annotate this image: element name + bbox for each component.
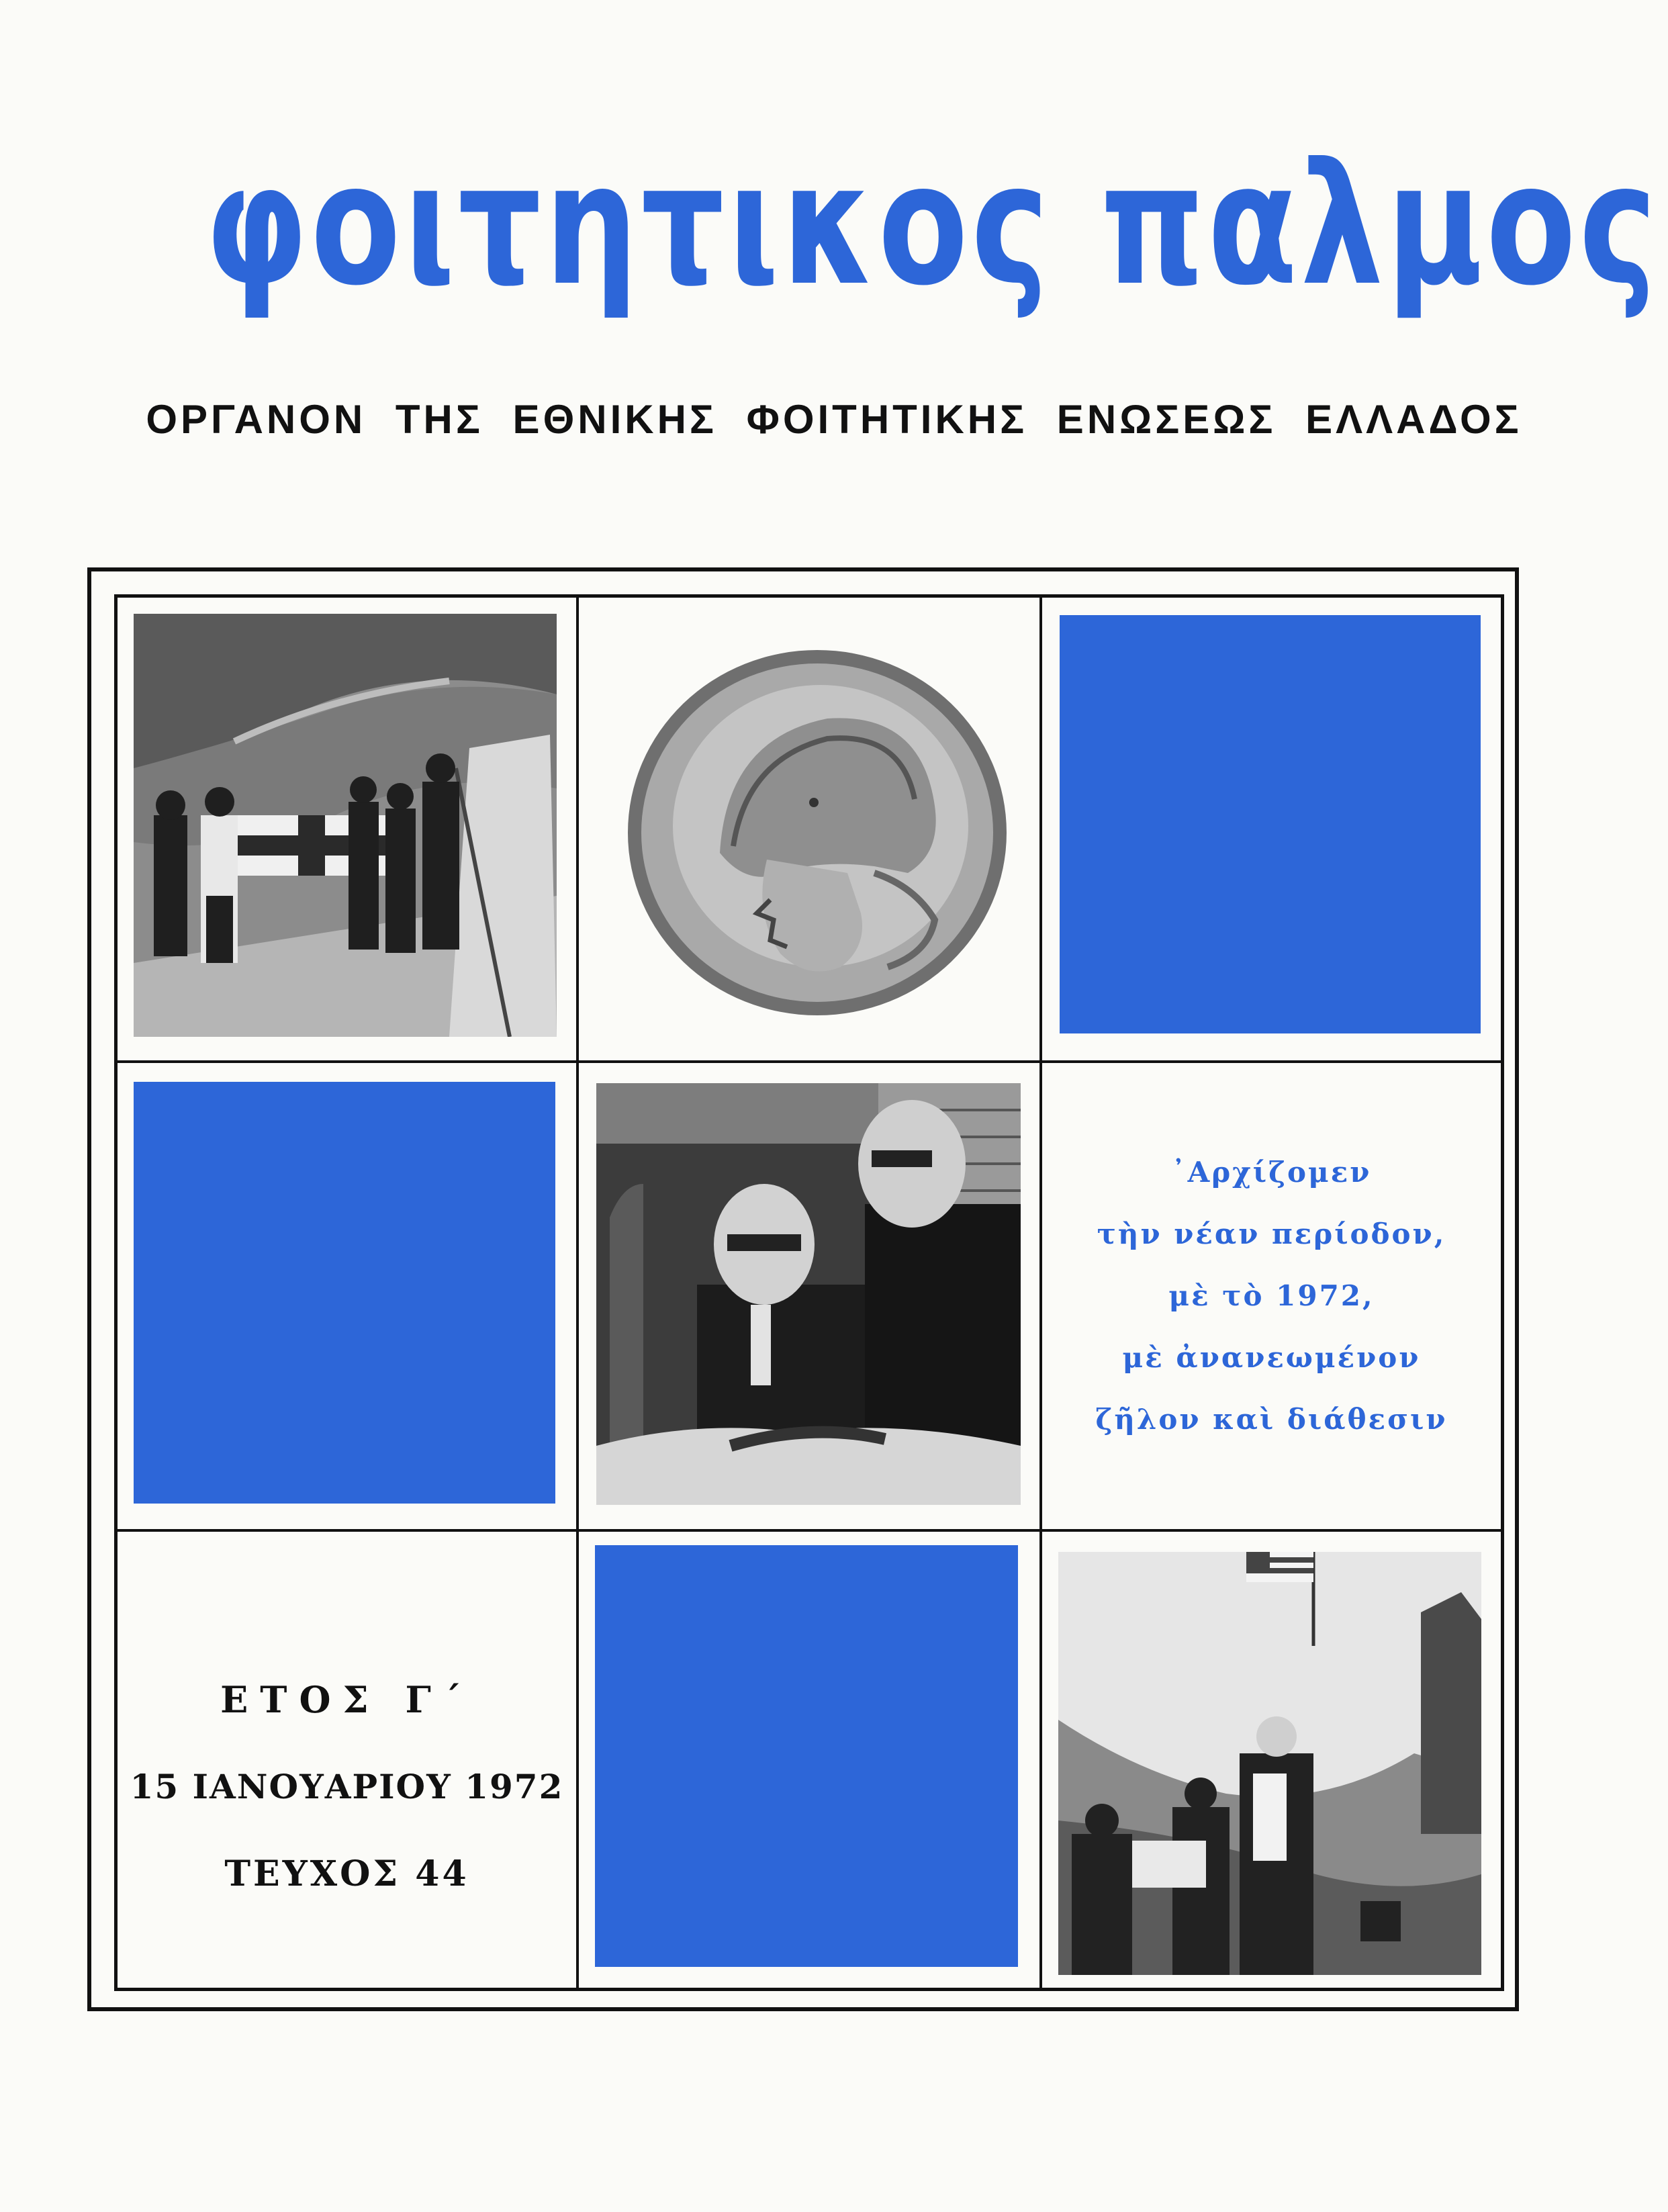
cell-students-flag-photo xyxy=(118,598,579,1063)
masthead-title: φοιτητικος παλμος xyxy=(205,127,1660,322)
issue-number: ΤΕΥΧΟΣ 44 xyxy=(224,1853,469,1894)
cell-soldiers-photo xyxy=(1042,1532,1501,1988)
blue-square-bottom-middle xyxy=(595,1545,1018,1967)
soldiers-hiking-photo xyxy=(1058,1552,1481,1975)
cell-blue-middle-left xyxy=(118,1063,579,1532)
cell-blue-bottom-middle xyxy=(579,1532,1042,1988)
cell-issue-info xyxy=(118,1532,579,1988)
quote-line-5: ζῆλον καὶ διάθεσιν xyxy=(1095,1403,1448,1436)
quote-line-2: τὴν νέαν περίοδον, xyxy=(1097,1217,1446,1250)
quote-line-3: μὲ τὸ 1972, xyxy=(1168,1279,1375,1312)
cell-quote xyxy=(1042,1063,1501,1532)
athena-coin-image xyxy=(619,631,1015,1027)
blue-square-middle-left xyxy=(134,1082,555,1504)
cell-blue-top-right xyxy=(1042,598,1501,1063)
cell-coin xyxy=(579,598,1042,1063)
masthead xyxy=(0,124,1668,326)
masthead-subtitle: ΟΡΓΑΝΟΝ ΤΗΣ ΕΘΝΙΚΗΣ ΦΟΙΤΗΤΙΚΗΣ ΕΝΩΣΕΩΣ ΕΛΛΑΔΟΣ xyxy=(146,397,1522,442)
quote-line-1: ᾿Αρχίζομεν xyxy=(1171,1156,1372,1189)
editorial-quote xyxy=(1042,1063,1501,1529)
quote-line-4: μὲ ἀνανεωμένον xyxy=(1122,1341,1421,1374)
cell-officials-photo xyxy=(579,1063,1042,1532)
issue-info xyxy=(118,1532,576,1988)
issue-date: 15 ΙΑΝΟΥΑΡΙΟΥ 1972 xyxy=(130,1766,564,1806)
blue-square-top-right xyxy=(1060,615,1481,1033)
issue-year: ΕΤΟΣ Γ΄ xyxy=(220,1677,473,1721)
officials-signing-photo xyxy=(596,1083,1021,1505)
students-with-flag-photo xyxy=(134,614,557,1037)
cover-grid xyxy=(114,594,1504,1991)
